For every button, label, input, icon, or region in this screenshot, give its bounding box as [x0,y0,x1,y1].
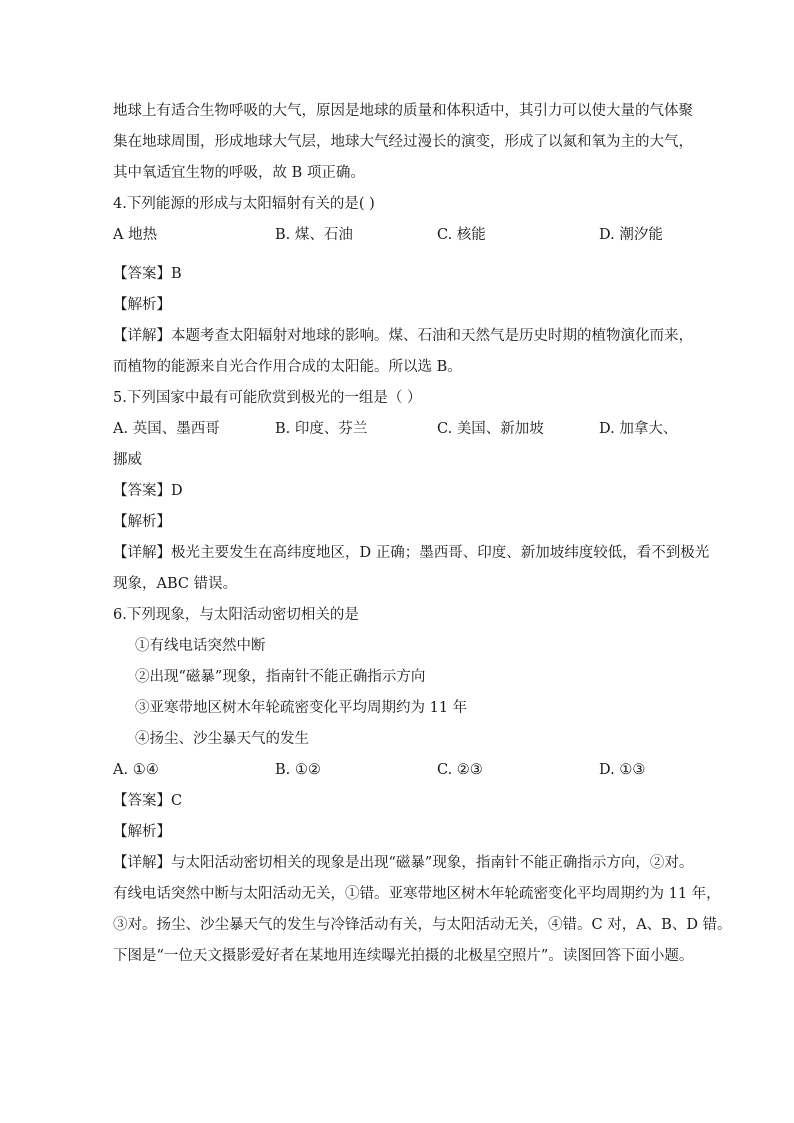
q6-item-4: ④扬尘、沙尘暴天气的发生 [135,731,309,747]
q4-option-c: C. 核能 [437,227,486,243]
q6-options [113,755,685,786]
q4-analysis-heading: 【解析】 [113,297,171,313]
q5-option-a: A. 英国、墨西哥 [113,421,220,437]
q5-option-d-wrap: 挪威 [113,452,142,468]
q4-options [113,220,685,251]
q6-detail-line-3: ③对。扬尘、沙尘暴天气的发生与冷锋活动有关，与太阳活动无关，④错。C 对，A、B、D 错。 [113,917,732,933]
document-page [113,96,732,972]
q5-option-c: C. 美国、新加坡 [437,421,544,437]
q6-analysis-heading: 【解析】 [113,824,171,840]
q6-stem: 6.下列现象，与太阳活动密切相关的是 [113,607,359,623]
q6-option-a: A. ①④ [113,762,159,778]
q5-answer: 【答案】D [113,483,183,499]
q4-answer: 【答案】B [113,266,182,282]
q5-options [113,414,685,445]
q4-stem: 4.下列能源的形成与太阳辐射有关的是( ) [113,196,375,212]
intro-line-3: 其中氧适宜生物的呼吸，故 B 项正确。 [113,165,365,181]
q4-option-d: D. 潮汐能 [599,227,663,243]
q6-item-2: ②出现“磁暴”现象，指南针不能正确指示方向 [135,669,426,685]
q6-detail-line-2: 有线电话突然中断与太阳活动无关，①错。亚寒带地区树木年轮疏密变化平均周期约为 11 年， [113,886,721,902]
q5-option-d: D. 加拿大、 [599,421,678,437]
q6-item-1: ①有线电话突然中断 [135,638,266,654]
q4-detail-line-2: 而植物的能源来自光合作用合成的太阳能。所以选 B。 [113,359,462,375]
q6-detail-line-4: 下图是“一位天文摄影爱好者在某地用连续曝光拍摄的北极星空照片”。读图回答下面小题。 [113,948,694,964]
q6-detail-line-1: 【详解】与太阳活动密切相关的现象是出现“磁暴”现象，指南针不能正确指示方向，②对。 [113,855,694,871]
q4-option-a: A 地热 [113,227,158,243]
q4-detail-line-1: 【详解】本题考查太阳辐射对地球的影响。煤、石油和天然气是历史时期的植物演化而来， [113,328,693,344]
intro-line-1: 地球上有适合生物呼吸的大气，原因是地球的质量和体积适中，其引力可以使大量的气体聚 [113,103,693,119]
intro-line-2: 集在地球周围，形成地球大气层，地球大气经过漫长的演变，形成了以氮和氧为主的大气， [113,134,693,150]
q6-item-3: ③亚寒带地区树木年轮疏密变化平均周期约为 11 年 [135,700,468,716]
q6-option-b: B. ①② [275,762,321,778]
q6-option-c: C. ②③ [437,762,483,778]
q6-answer: 【答案】C [113,793,183,809]
q5-stem: 5.下列国家中最有可能欣赏到极光的一组是（ ） [113,390,422,406]
q5-detail-line-2: 现象，ABC 错误。 [113,576,238,592]
q4-option-b: B. 煤、石油 [275,227,353,243]
q6-option-d: D. ①③ [599,762,646,778]
q5-analysis-heading: 【解析】 [113,514,171,530]
q5-option-b: B. 印度、芬兰 [275,421,368,437]
q5-detail-line-1: 【详解】极光主要发生在高纬度地区，D 正确；墨西哥、印度、新加坡纬度较低，看不到极光 [113,545,710,561]
